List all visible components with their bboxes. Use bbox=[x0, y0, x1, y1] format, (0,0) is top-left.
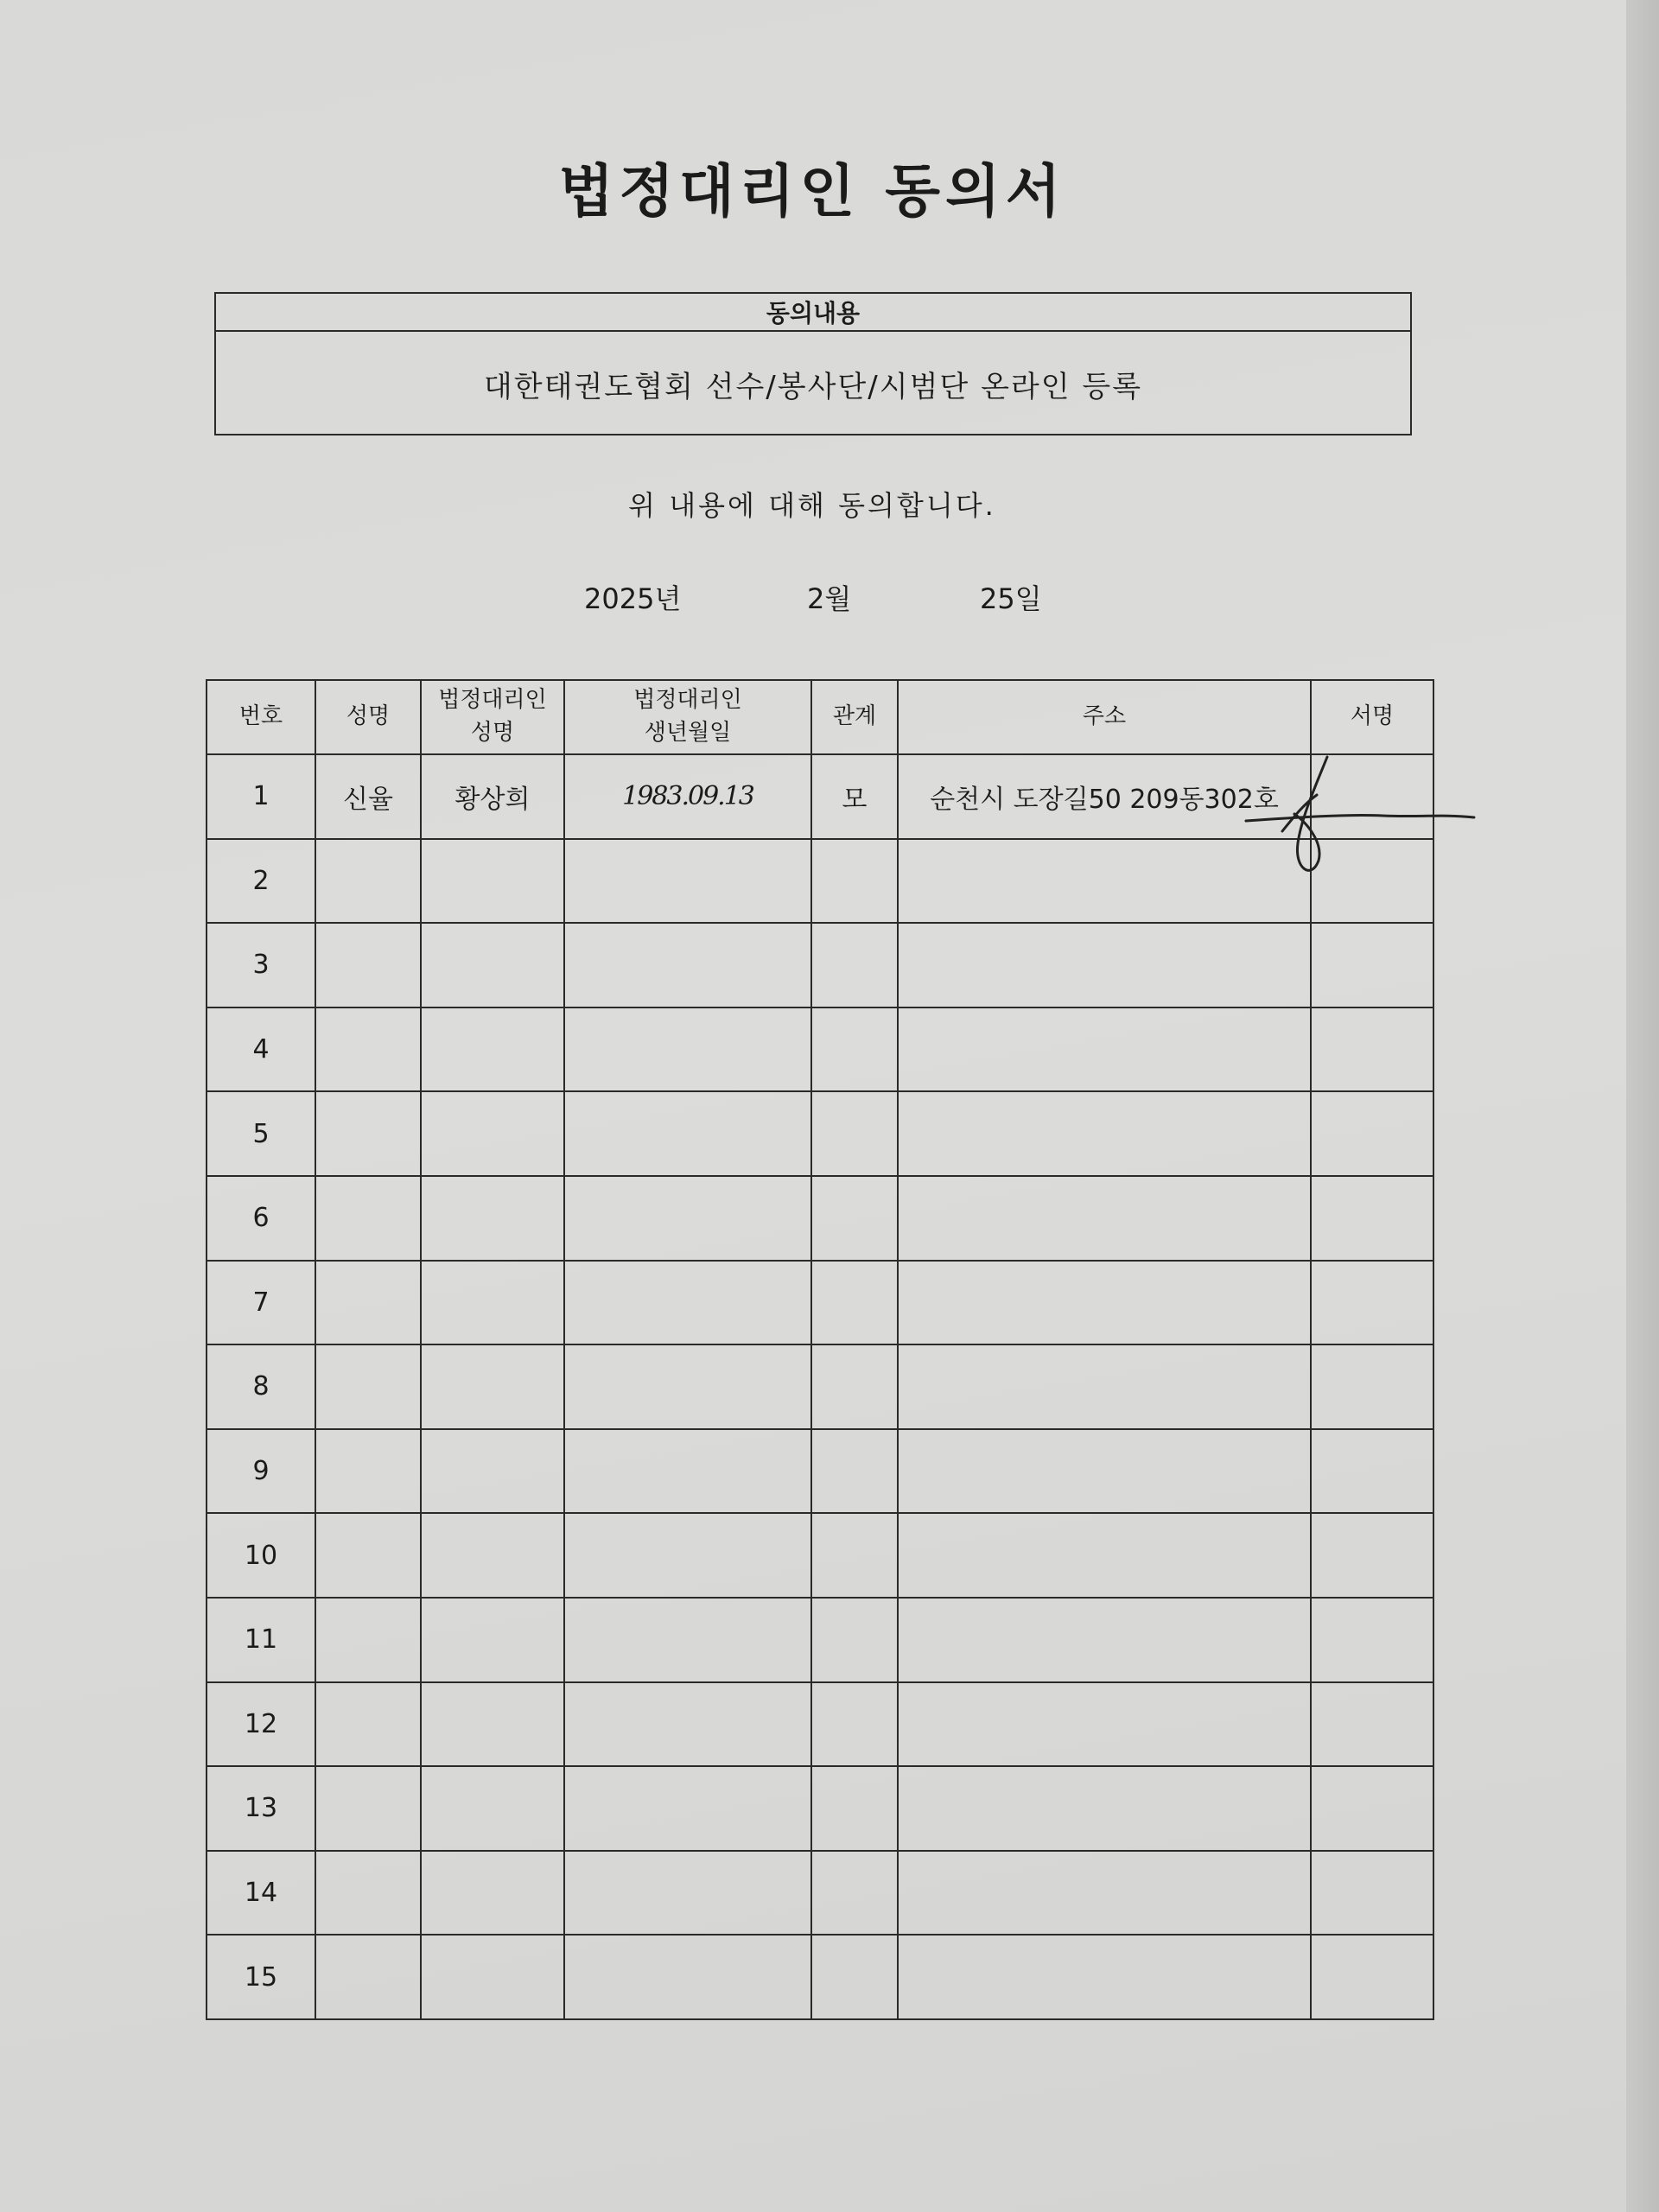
cell-relation bbox=[811, 1007, 898, 1092]
table-row bbox=[207, 1851, 1433, 1936]
cell-name bbox=[315, 1176, 421, 1261]
table-row bbox=[207, 1429, 1433, 1514]
consent-header: 동의내용 bbox=[216, 294, 1410, 332]
cell-signature bbox=[1311, 1766, 1433, 1851]
cell-name bbox=[315, 1851, 421, 1936]
cell-no: 15 bbox=[207, 1935, 315, 2019]
cell-guardian-name bbox=[421, 1261, 564, 1345]
cell-guardian-name bbox=[421, 1176, 564, 1261]
cell-signature bbox=[1311, 1091, 1433, 1176]
cell-relation bbox=[811, 1176, 898, 1261]
cell-no: 14 bbox=[207, 1851, 315, 1936]
table-body bbox=[207, 754, 1433, 2019]
table-row bbox=[207, 1344, 1433, 1429]
cell-guardian-name bbox=[421, 1598, 564, 1682]
cell-no: 5 bbox=[207, 1091, 315, 1176]
cell-guardian-name bbox=[421, 839, 564, 924]
cell-relation bbox=[811, 1091, 898, 1176]
cell-signature bbox=[1311, 923, 1433, 1007]
handwritten-signature bbox=[1244, 731, 1486, 887]
cell-no: 3 bbox=[207, 923, 315, 1007]
cell-relation bbox=[811, 1261, 898, 1345]
cell-name bbox=[315, 923, 421, 1007]
cell-guardian-birth bbox=[564, 1935, 811, 2019]
cell-no: 11 bbox=[207, 1598, 315, 1682]
cell-guardian-name: 황상희 bbox=[421, 754, 564, 839]
cell-guardian-name bbox=[421, 1091, 564, 1176]
cell-guardian-birth bbox=[564, 1429, 811, 1514]
table-row bbox=[207, 1682, 1433, 1767]
cell-relation bbox=[811, 1344, 898, 1429]
cell-relation bbox=[811, 1429, 898, 1514]
date-year: 2025년 bbox=[584, 582, 682, 615]
cell-no: 9 bbox=[207, 1429, 315, 1514]
cell-address bbox=[898, 1598, 1311, 1682]
consent-content: 대한태권도협회 선수/봉사단/시범단 온라인 등록 bbox=[483, 369, 1143, 404]
date-month: 2월 bbox=[807, 582, 852, 615]
cell-signature bbox=[1311, 1935, 1433, 2019]
cell-relation bbox=[811, 1935, 898, 2019]
cell-relation bbox=[811, 1766, 898, 1851]
cell-signature bbox=[1311, 1176, 1433, 1261]
cell-relation bbox=[811, 839, 898, 924]
cell-guardian-name bbox=[421, 1007, 564, 1092]
cell-address bbox=[898, 1513, 1311, 1598]
cell-guardian-name bbox=[421, 1682, 564, 1767]
cell-guardian-birth bbox=[564, 1261, 811, 1345]
table-row bbox=[207, 1513, 1433, 1598]
cell-guardian-name bbox=[421, 923, 564, 1007]
cell-guardian-birth bbox=[564, 923, 811, 1007]
cell-name bbox=[315, 1344, 421, 1429]
cell-guardian-birth bbox=[564, 1344, 811, 1429]
cell-name bbox=[315, 1935, 421, 2019]
table-row bbox=[207, 1261, 1433, 1345]
cell-address bbox=[898, 1851, 1311, 1936]
cell-signature bbox=[1311, 1007, 1433, 1092]
cell-guardian-birth bbox=[564, 1851, 811, 1936]
cell-no: 4 bbox=[207, 1007, 315, 1092]
cell-address bbox=[898, 1261, 1311, 1345]
cell-guardian-birth bbox=[564, 839, 811, 924]
cell-guardian-birth bbox=[564, 1007, 811, 1092]
cell-name bbox=[315, 1007, 421, 1092]
cell-relation bbox=[811, 1851, 898, 1936]
cell-guardian-birth bbox=[564, 1766, 811, 1851]
header-name: 성명 bbox=[315, 680, 421, 754]
cell-no: 12 bbox=[207, 1682, 315, 1767]
table-row bbox=[207, 1007, 1433, 1092]
cell-no: 1 bbox=[207, 754, 315, 839]
cell-no: 7 bbox=[207, 1261, 315, 1345]
cell-no: 13 bbox=[207, 1766, 315, 1851]
cell-name bbox=[315, 1261, 421, 1345]
table-row bbox=[207, 923, 1433, 1007]
cell-relation bbox=[811, 923, 898, 1007]
cell-address bbox=[898, 1091, 1311, 1176]
consent-box bbox=[214, 292, 1412, 435]
cell-guardian-birth bbox=[564, 1176, 811, 1261]
header-signature: 서명 bbox=[1311, 680, 1433, 754]
date-day: 25일 bbox=[980, 582, 1042, 615]
cell-no: 8 bbox=[207, 1344, 315, 1429]
header-relation: 관계 bbox=[811, 680, 898, 754]
cell-relation bbox=[811, 1598, 898, 1682]
table-row bbox=[207, 1598, 1433, 1682]
cell-address bbox=[898, 1682, 1311, 1767]
table-row bbox=[207, 1766, 1433, 1851]
table-row bbox=[207, 1091, 1433, 1176]
agreement-statement: 위 내용에 대해 동의합니다. bbox=[628, 489, 996, 522]
cell-signature bbox=[1311, 1344, 1433, 1429]
cell-no: 10 bbox=[207, 1513, 315, 1598]
cell-guardian-name bbox=[421, 1429, 564, 1514]
cell-no: 2 bbox=[207, 839, 315, 924]
cell-guardian-birth bbox=[564, 1091, 811, 1176]
cell-relation: 모 bbox=[811, 754, 898, 839]
cell-guardian-name bbox=[421, 1344, 564, 1429]
cell-guardian-name bbox=[421, 1935, 564, 2019]
cell-signature bbox=[1311, 1513, 1433, 1598]
cell-address: 순천시 도장길50 209동302호 bbox=[898, 754, 1311, 839]
cell-name bbox=[315, 1766, 421, 1851]
paper-edge-shadow bbox=[1626, 0, 1659, 2212]
cell-address bbox=[898, 1935, 1311, 2019]
cell-signature bbox=[1311, 1429, 1433, 1514]
cell-name bbox=[315, 1598, 421, 1682]
cell-guardian-name bbox=[421, 1851, 564, 1936]
cell-signature bbox=[1311, 1682, 1433, 1767]
header-no: 번호 bbox=[207, 680, 315, 754]
cell-relation bbox=[811, 1513, 898, 1598]
cell-no: 6 bbox=[207, 1176, 315, 1261]
cell-name bbox=[315, 1682, 421, 1767]
cell-name bbox=[315, 839, 421, 924]
cell-guardian-birth bbox=[564, 1598, 811, 1682]
header-guardian-name: 법정대리인 성명 bbox=[421, 680, 564, 754]
cell-guardian-birth bbox=[564, 1682, 811, 1767]
cell-guardian-name bbox=[421, 1513, 564, 1598]
table-row bbox=[207, 1176, 1433, 1261]
cell-name: 신율 bbox=[315, 754, 421, 839]
cell-signature bbox=[1311, 1598, 1433, 1682]
cell-signature bbox=[1311, 1261, 1433, 1345]
header-address: 주소 bbox=[898, 680, 1311, 754]
cell-name bbox=[315, 1513, 421, 1598]
cell-guardian-birth: 1983.09.13 bbox=[564, 754, 811, 839]
cell-address bbox=[898, 1429, 1311, 1514]
cell-address bbox=[898, 1344, 1311, 1429]
document-title: 법정대리인 동의서 bbox=[558, 158, 1066, 225]
table-row bbox=[207, 1935, 1433, 2019]
cell-name bbox=[315, 1429, 421, 1514]
header-guardian-birth: 법정대리인 생년월일 bbox=[564, 680, 811, 754]
cell-address bbox=[898, 923, 1311, 1007]
cell-signature bbox=[1311, 1851, 1433, 1936]
cell-name bbox=[315, 1091, 421, 1176]
cell-address bbox=[898, 1766, 1311, 1851]
cell-relation bbox=[811, 1682, 898, 1767]
cell-guardian-birth bbox=[564, 1513, 811, 1598]
cell-guardian-name bbox=[421, 1766, 564, 1851]
cell-address bbox=[898, 1007, 1311, 1092]
cell-address bbox=[898, 1176, 1311, 1261]
